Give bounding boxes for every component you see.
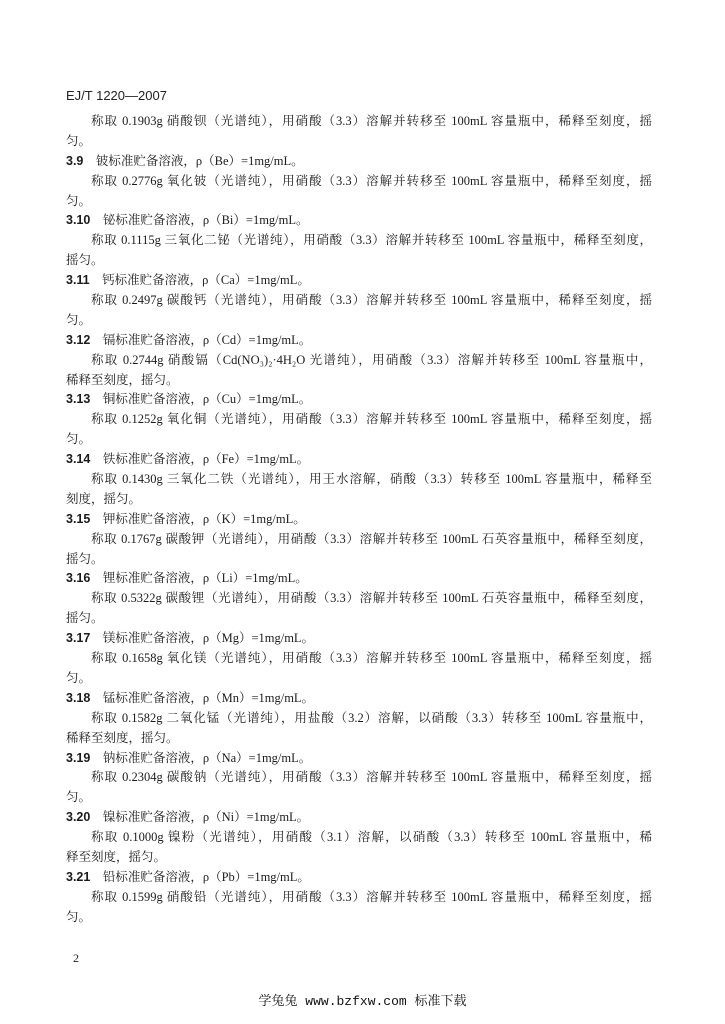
clause-heading	[66, 808, 652, 828]
clause-number: 3.14	[66, 452, 91, 467]
paragraph-line: 称取 0.1903g 硝酸钡（光谱纯），用硝酸（3.3）溶解并转移至 100mL 容量瓶中，稀释至刻度，摇	[91, 114, 652, 128]
clause-text-line: 稀释至刻度，摇匀。	[66, 372, 179, 387]
clause-text-line: 匀。	[66, 790, 92, 805]
clause-title: 镉标准贮备溶液，ρ（Cd）=1mg/mL。	[102, 332, 312, 347]
clause-title: 镁标准贮备溶液，ρ（Mg）=1mg/mL。	[102, 631, 315, 646]
clause-title: 钠标准贮备溶液，ρ（Na）=1mg/mL。	[102, 750, 312, 765]
clause-text-line: 刻度，摇匀。	[66, 491, 142, 506]
clause-title: 铍标准贮备溶液，ρ（Be）=1mg/mL。	[95, 153, 304, 168]
clause-3-19	[66, 749, 652, 809]
clause-heading	[66, 271, 652, 291]
paragraph-line: 匀。	[66, 133, 92, 148]
clause-heading	[66, 749, 652, 769]
page-number: 2	[73, 951, 79, 965]
clause-number: 3.19	[66, 750, 91, 765]
clause-text-line: 称取 0.1582g 二氧化锰（光谱纯），用盐酸（3.2）溶解，以硝酸（3.3）转移至 100mL 容量瓶中，	[91, 710, 652, 725]
clause-3-15	[66, 510, 652, 570]
clause-title: 锰标准贮备溶液，ρ（Mn）=1mg/mL。	[102, 690, 315, 705]
clause-text-line: 称取 0.1767g 碳酸钾（光谱纯），用硝酸（3.3）溶解并转移至 100mL 石英容量瓶中，稀释至刻度，	[91, 531, 652, 546]
clause-text-line: 称取 0.1000g 镍粉（光谱纯），用硝酸（3.1）溶解，以硝酸（3.3）转移至 100mL 容量瓶中，稀	[91, 830, 652, 845]
clause-title: 铋标准贮备溶液，ρ（Bi）=1mg/mL。	[102, 213, 309, 228]
clause-text-line: 称取 0.2776g 氧化铍（光谱纯），用硝酸（3.3）溶解并转移至 100mL 容量瓶中，稀释至刻度，摇	[91, 173, 652, 188]
clause-text-line: 称取 0.2744g 硝酸镉（Cd(NO₃)₂·4H₂O 光谱纯），用硝酸（3.3）溶解并转移至 100mL 容量瓶中，	[91, 352, 652, 367]
clause-heading	[66, 390, 652, 410]
clause-heading	[66, 211, 652, 231]
clause-text-line: 称取 0.1658g 氧化镁（光谱纯），用硝酸（3.3）溶解并转移至 100mL 容量瓶中，稀释至刻度，摇	[91, 651, 652, 666]
clause-number: 3.15	[66, 511, 91, 526]
clause-number: 3.9	[66, 153, 84, 168]
clause-text-line: 匀。	[66, 312, 92, 327]
clause-text-line: 稀释至刻度，摇匀。	[66, 730, 179, 745]
clause-heading	[66, 331, 652, 351]
clause-number: 3.12	[66, 332, 91, 347]
clause-number: 3.21	[66, 869, 91, 884]
footer-watermark: 学兔兔 www.bzfxw.com 标准下载	[258, 994, 467, 1009]
clause-title: 铜标准贮备溶液，ρ（Cu）=1mg/mL。	[102, 392, 312, 407]
clause-number: 3.16	[66, 571, 91, 586]
clause-text-line: 摇匀。	[66, 551, 104, 566]
clause-number: 3.10	[66, 213, 91, 228]
clause-heading	[66, 510, 652, 530]
clause-text-line: 释至刻度，摇匀。	[66, 849, 167, 864]
clause-heading	[66, 689, 652, 709]
clause-text-line: 称取 0.1252g 氧化铜（光谱纯），用硝酸（3.3）溶解并转移至 100mL 容量瓶中，稀释至刻度，摇	[91, 412, 652, 427]
clause-text-line: 匀。	[66, 432, 92, 447]
clause-3-17	[66, 629, 652, 689]
clause-text-line: 摇匀。	[66, 611, 104, 626]
clause-number: 3.17	[66, 631, 91, 646]
clause-3-21	[66, 868, 652, 928]
clause-3-14	[66, 450, 652, 510]
clause-3-13	[66, 390, 652, 450]
clause-title: 钾标准贮备溶液，ρ（K）=1mg/mL。	[102, 511, 306, 526]
clause-number: 3.18	[66, 690, 91, 705]
clause-text-line: 称取 0.1599g 硝酸铅（光谱纯），用硝酸（3.3）溶解并转移至 100mL 容量瓶中，稀释至刻度，摇	[91, 889, 652, 904]
clause-3-20	[66, 808, 652, 868]
intro-paragraph	[66, 112, 652, 152]
clause-number: 3.20	[66, 810, 91, 825]
clause-heading	[66, 569, 652, 589]
document-body	[66, 112, 652, 928]
clause-text-line: 匀。	[66, 193, 92, 208]
clause-number: 3.13	[66, 392, 91, 407]
clause-heading	[66, 152, 652, 172]
clause-number: 3.11	[66, 273, 90, 288]
clause-heading	[66, 629, 652, 649]
clause-3-18	[66, 689, 652, 749]
clause-text-line: 称取 0.1115g 三氧化二铋（光谱纯），用硝酸（3.3）溶解并转移至 100mL 容量瓶中，稀释至刻度，	[91, 233, 652, 248]
clause-title: 钙标准贮备溶液，ρ（Ca）=1mg/mL。	[102, 273, 310, 288]
clause-text-line: 称取 0.2497g 碳酸钙（光谱纯），用硝酸（3.3）溶解并转移至 100mL 容量瓶中，稀释至刻度，摇	[91, 293, 652, 308]
clause-heading	[66, 868, 652, 888]
clause-3-9	[66, 152, 652, 212]
clause-3-16	[66, 569, 652, 629]
clause-heading	[66, 450, 652, 470]
clause-title: 镍标准贮备溶液，ρ（Ni）=1mg/mL。	[102, 810, 310, 825]
clause-3-12	[66, 331, 652, 391]
clause-3-10	[66, 211, 652, 271]
clause-text-line: 称取 0.1430g 三氧化二铁（光谱纯），用王水溶解，硝酸（3.3）转移至 100mL 容量瓶中，稀释至	[91, 472, 652, 487]
clause-text-line: 称取 0.2304g 碳酸钠（光谱纯），用硝酸（3.3）溶解并转移至 100mL 容量瓶中，稀释至刻度，摇	[91, 770, 652, 785]
clause-text-line: 称取 0.5322g 碳酸锂（光谱纯），用硝酸（3.3）溶解并转移至 100mL 石英容量瓶中，稀释至刻度，	[91, 591, 652, 606]
clause-3-11	[66, 271, 652, 331]
clause-title: 铅标准贮备溶液，ρ（Pb）=1mg/mL。	[102, 869, 310, 884]
standard-code-header: EJ/T 1220—2007	[66, 88, 167, 103]
clause-title: 铁标准贮备溶液，ρ（Fe）=1mg/mL。	[102, 452, 310, 467]
clause-text-line: 匀。	[66, 909, 92, 924]
clause-text-line: 摇匀。	[66, 253, 104, 268]
clause-title: 锂标准贮备溶液，ρ（Li）=1mg/mL。	[102, 571, 308, 586]
clause-text-line: 匀。	[66, 670, 92, 685]
